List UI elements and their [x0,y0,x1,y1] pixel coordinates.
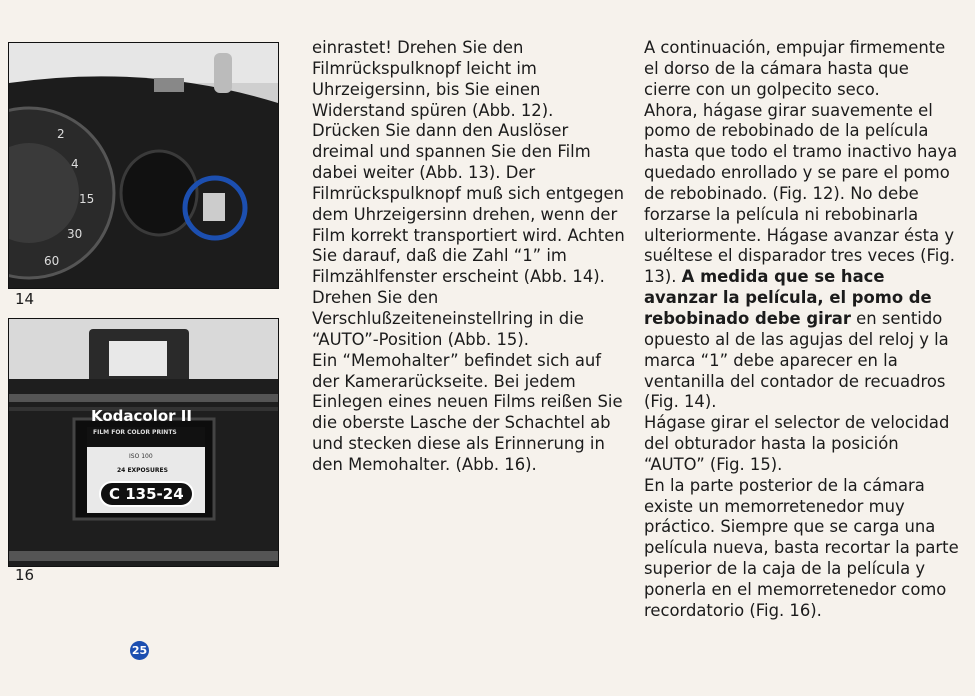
german-text-column [312,38,630,476]
figure-16-label: 16 [15,566,35,584]
spanish-paragraph: En la parte posterior de la cámara existe un memorretenedor muy práctico. Siempre que se carga una película nueva, basta recortar la parte superior de la caja de la película y ponerla en el memorretenedor como recordatorio (Fig. 16). [644,475,959,620]
spanish-paragraph: A continuación, empujar firmemente el dorso de la cámara hasta que cierre con un golpecito seco. [644,38,946,99]
german-paragraph: Ein “Memohalter” befindet sich auf der Kamerarückseite. Bei jedem Einlegen eines neuen Films reißen Sie die oberste Lasche der Schachtel ab und stecken diese als Erinnerung in den Memohalter. (Abb. 16). [312,350,623,474]
film-box-code: C 135-24 [99,481,194,507]
spanish-text: Ahora, hágase girar suavemente el pomo de rebobinado de la película hasta que todo el tramo inactivo haya quedado enrollado y se pare el pomo de rebobinado. (Fig. 12). No debe forzarse la película ni rebobinarla ulteriormente. Hágase avanzar ésta y suéltese el disparador tres veces (Fig. 13). [644,100,958,287]
spanish-paragraph [644,101,959,414]
svg-text:60: 60 [44,254,60,268]
svg-text:2: 2 [57,127,65,141]
german-paragraph: einrastet! Drehen Sie den Filmrückspulknopf leicht im Uhrzeigersinn, bis Sie einen Widerstand spüren (Abb. 12). [312,38,554,120]
spanish-text: en sentido opuesto al de las agujas del reloj y la marca “1” debe aparecer en la ventanilla del contador de recuadros (Fig. 14). [644,308,949,412]
figure-14-label: 14 [15,290,35,308]
film-box-iso: ISO 100 [129,453,153,460]
film-box-exposures: 24 EXPOSURES [117,467,168,474]
spanish-text-column [644,38,959,622]
film-box-subtitle: FILM FOR COLOR PRINTS [93,429,177,436]
svg-text:15: 15 [79,192,95,206]
page-number-badge: 25 [130,641,149,660]
spanish-bold-text: A medida que se hace avanzar la película, el pomo de rebobinado debe girar [644,267,932,328]
german-paragraph: Drücken Sie dann den Auslöser dreimal und spannen Sie den Film dabei weiter (Abb. 13). Der Filmrückspulknopf muß sich entgegen dem Uhrzeigersinn drehen, wenn der Film korrekt transportiert wird. Achten Sie darauf, daß die Zahl “1” im Filmzählfenster erscheint (Abb. 14). Drehen Sie den Verschlußzeiteneinstellring in die “AUTO”-Position (Abb. 15). [312,121,625,349]
spanish-paragraph: Hágase girar el selector de velocidad del obturador hasta la posición “AUTO” (Fig. 15). [644,413,950,474]
svg-text:4: 4 [71,157,79,171]
svg-text:30: 30 [67,227,83,241]
figure-16-photo [8,318,279,567]
figure-14-photo [8,42,279,289]
film-box-brand: Kodacolor II [91,407,192,425]
